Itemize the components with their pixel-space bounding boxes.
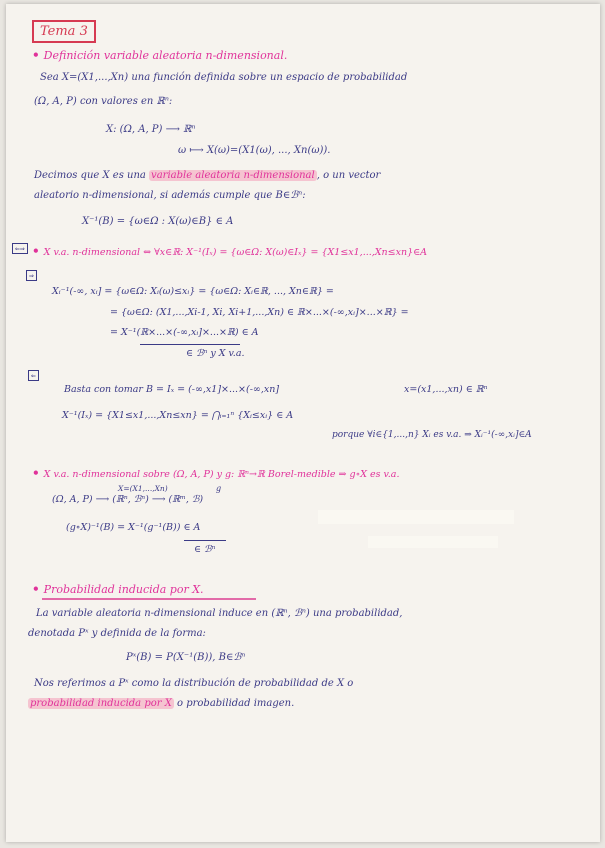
- arrow-label: X=(X1,...,Xn): [118, 484, 168, 493]
- bullet-icon: •: [32, 582, 40, 596]
- text-fragment: , o un vector: [316, 170, 381, 181]
- text-line: [34, 170, 380, 181]
- proof-line: = X⁻¹(ℝ×...×(-∞,xᵢ]×...×ℝ) ∈ A: [110, 327, 259, 338]
- proof-justification: porque ∀i∈{1,...,n} Xᵢ es v.a. ⇒ Xᵢ⁻¹(-∞,xᵢ]∈A: [332, 430, 532, 440]
- heading-underline: [42, 598, 256, 600]
- bullet-icon: •: [32, 244, 40, 258]
- faded-patch: [368, 536, 498, 548]
- arrow-label: g: [216, 484, 222, 493]
- formula: Pˣ(B) = P(X⁻¹(B)), B∈ℬⁿ: [126, 652, 246, 663]
- text-fragment: o probabilidad imagen.: [177, 698, 295, 709]
- heading-text: Probabilidad inducida por X.: [43, 583, 204, 596]
- heading-text: X v.a. n-dimensional ⇔ ∀x∈ℝ: X⁻¹(Iₓ) = {ω∈Ω: X(ω)∈Iₓ} = {X1≤x1,...,Xn≤xn}∈A: [43, 247, 428, 258]
- text-fragment: Decimos que X es una: [34, 170, 146, 181]
- proof-line: (g∘X)⁻¹(B) = X⁻¹(g⁻¹(B)) ∈ A: [66, 522, 201, 533]
- proof-line: X⁻¹(Iₓ) = {X1≤x1,...,Xn≤xn} = ⋂ᵢ₌₁ⁿ {Xᵢ≤xᵢ} ∈ A: [62, 410, 294, 421]
- implies-tag: ⇒: [26, 270, 37, 281]
- heading-text: X v.a. n-dimensional sobre (Ω, A, P) y g: ℝⁿ→ℝ Borel-medible ⇒ g∘X es v.a.: [43, 469, 400, 480]
- text-line: Sea X=(X1,...,Xn) una función definida sobre un espacio de probabilidad: [40, 72, 408, 83]
- proof-note: ∈ ℬⁿ: [194, 544, 216, 555]
- section-heading-definition: [32, 48, 287, 62]
- section-heading-composition: [32, 466, 399, 480]
- text-line: (Ω, A, P) con valores en ℝⁿ:: [34, 96, 173, 107]
- text-line: La variable aleatoria n-dimensional induce en (ℝⁿ, ℬⁿ) una probabilidad,: [36, 608, 403, 619]
- composition-diagram: (Ω, A, P) ⟶ (ℝⁿ, ℬⁿ) ⟶ (ℝᵐ, ℬ): [52, 494, 204, 505]
- formula: X⁻¹(B) = {ω∈Ω : X(ω)∈B} ∈ A: [82, 216, 234, 227]
- formula-map: X: (Ω, A, P) ⟶ ℝⁿ: [106, 124, 196, 135]
- proof-note: x=(x1,...,xn) ∈ ℝⁿ: [404, 384, 488, 395]
- faded-patch: [318, 510, 514, 524]
- converse-tag: ⇐: [28, 370, 39, 381]
- formula-map: ω ⟼ X(ω)=(X1(ω), ..., Xn(ω)).: [178, 145, 331, 156]
- proof-line: = {ω∈Ω: (X1,...,Xi-1, Xi, Xi+1,...,Xn) ∈ ℝ×...×(-∞,xᵢ]×...×ℝ} =: [110, 307, 409, 318]
- section-heading-induced: [32, 582, 204, 596]
- text-line: aleatorio n-dimensional, si además cumple que B∈ℬⁿ:: [34, 190, 306, 201]
- paper-sheet: [6, 4, 600, 842]
- underbrace-line: [184, 540, 226, 541]
- proof-note: ∈ ℬⁿ y X v.a.: [186, 348, 245, 359]
- proof-line: Basta con tomar B = Iₓ = (-∞,x1]×...×(-∞,xn]: [64, 384, 280, 395]
- underbrace-line: [140, 344, 240, 345]
- text-line: [28, 698, 294, 709]
- heading-text: Definición variable aleatoria n-dimensional.: [43, 49, 288, 62]
- proof-line: Xᵢ⁻¹(-∞, xᵢ] = {ω∈Ω: Xᵢ(ω)≤xᵢ} = {ω∈Ω: Xᵢ∈ℝ, ..., Xn∈ℝ} =: [52, 286, 334, 297]
- bullet-icon: •: [32, 466, 40, 480]
- bullet-icon: •: [32, 48, 40, 62]
- highlighted-term: probabilidad inducida por X: [30, 698, 172, 709]
- page-title: Tema 3: [32, 20, 96, 43]
- section-heading-characterization: [32, 244, 427, 258]
- text-line: Nos referimos a Pˣ como la distribución de probabilidad de X o: [34, 678, 354, 689]
- highlighted-term: variable aleatoria n-dimensional: [151, 170, 315, 181]
- iff-tag: ⇐⇒: [12, 243, 28, 254]
- text-line: denotada Pˣ y definida de la forma:: [28, 628, 206, 639]
